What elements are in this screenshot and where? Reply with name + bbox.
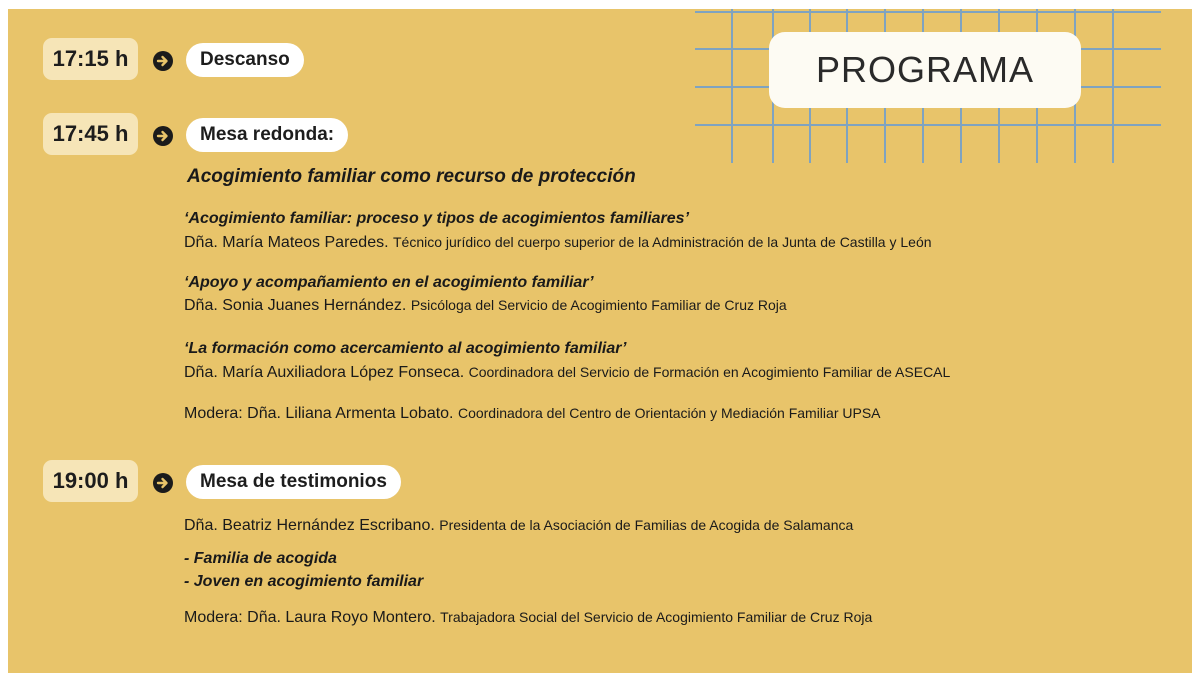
talk-title: ‘Apoyo y acompañamiento en el acogimiento familiar’ (184, 274, 594, 291)
presenter-name: Dña. Beatriz Hernández Escribano. (184, 517, 435, 534)
arrow-right-circle-icon (153, 473, 173, 493)
arrow-right-circle-icon (153, 126, 173, 146)
presenter-line (184, 517, 853, 535)
testimony-item: - Joven en acogimiento familiar (184, 573, 424, 590)
session-time: 17:45 h (43, 113, 138, 155)
speaker-role: Psicóloga del Servicio de Acogimiento Familiar de Cruz Roja (410, 297, 787, 313)
speaker-line (184, 297, 787, 315)
testimony-item: - Familia de acogida (184, 550, 337, 567)
session-label: Descanso (186, 43, 304, 77)
page-title: PROGRAMA (769, 32, 1081, 108)
talk-title: ‘La formación como acercamiento al acogimiento familiar’ (184, 340, 627, 357)
arrow-right-circle-icon (153, 51, 173, 71)
speaker-role: Coordinadora del Servicio de Formación en Acogimiento Familiar de ASECAL (468, 364, 951, 380)
moderator-line (184, 405, 881, 423)
moderator-role: Coordinadora del Centro de Orientación y Mediación Familiar UPSA (457, 405, 881, 421)
session-label: Mesa de testimonios (186, 465, 401, 499)
session-time: 19:00 h (43, 460, 138, 502)
speaker-line (184, 364, 950, 382)
speaker-name: Dña. María Auxiliadora López Fonseca. (184, 364, 465, 381)
session-label: Mesa redonda: (186, 118, 348, 152)
speaker-line (184, 234, 932, 252)
talk-title: ‘Acogimiento familiar: proceso y tipos de acogimientos familiares’ (184, 210, 690, 227)
moderator-name: Modera: Dña. Liliana Armenta Lobato. (184, 405, 454, 422)
moderator-line (184, 609, 872, 627)
presenter-role: Presidenta de la Asociación de Familias de Acogida de Salamanca (439, 517, 854, 533)
speaker-name: Dña. Sonia Juanes Hernández. (184, 297, 407, 314)
session-time: 17:15 h (43, 38, 138, 80)
moderator-name: Modera: Dña. Laura Royo Montero. (184, 609, 436, 626)
speaker-name: Dña. María Mateos Paredes. (184, 234, 389, 251)
speaker-role: Técnico jurídico del cuerpo superior de la Administración de la Junta de Castilla y León (393, 234, 932, 250)
round-table-subtitle: Acogimiento familiar como recurso de protección (187, 166, 636, 187)
moderator-role: Trabajadora Social del Servicio de Acogimiento Familiar de Cruz Roja (440, 609, 873, 625)
